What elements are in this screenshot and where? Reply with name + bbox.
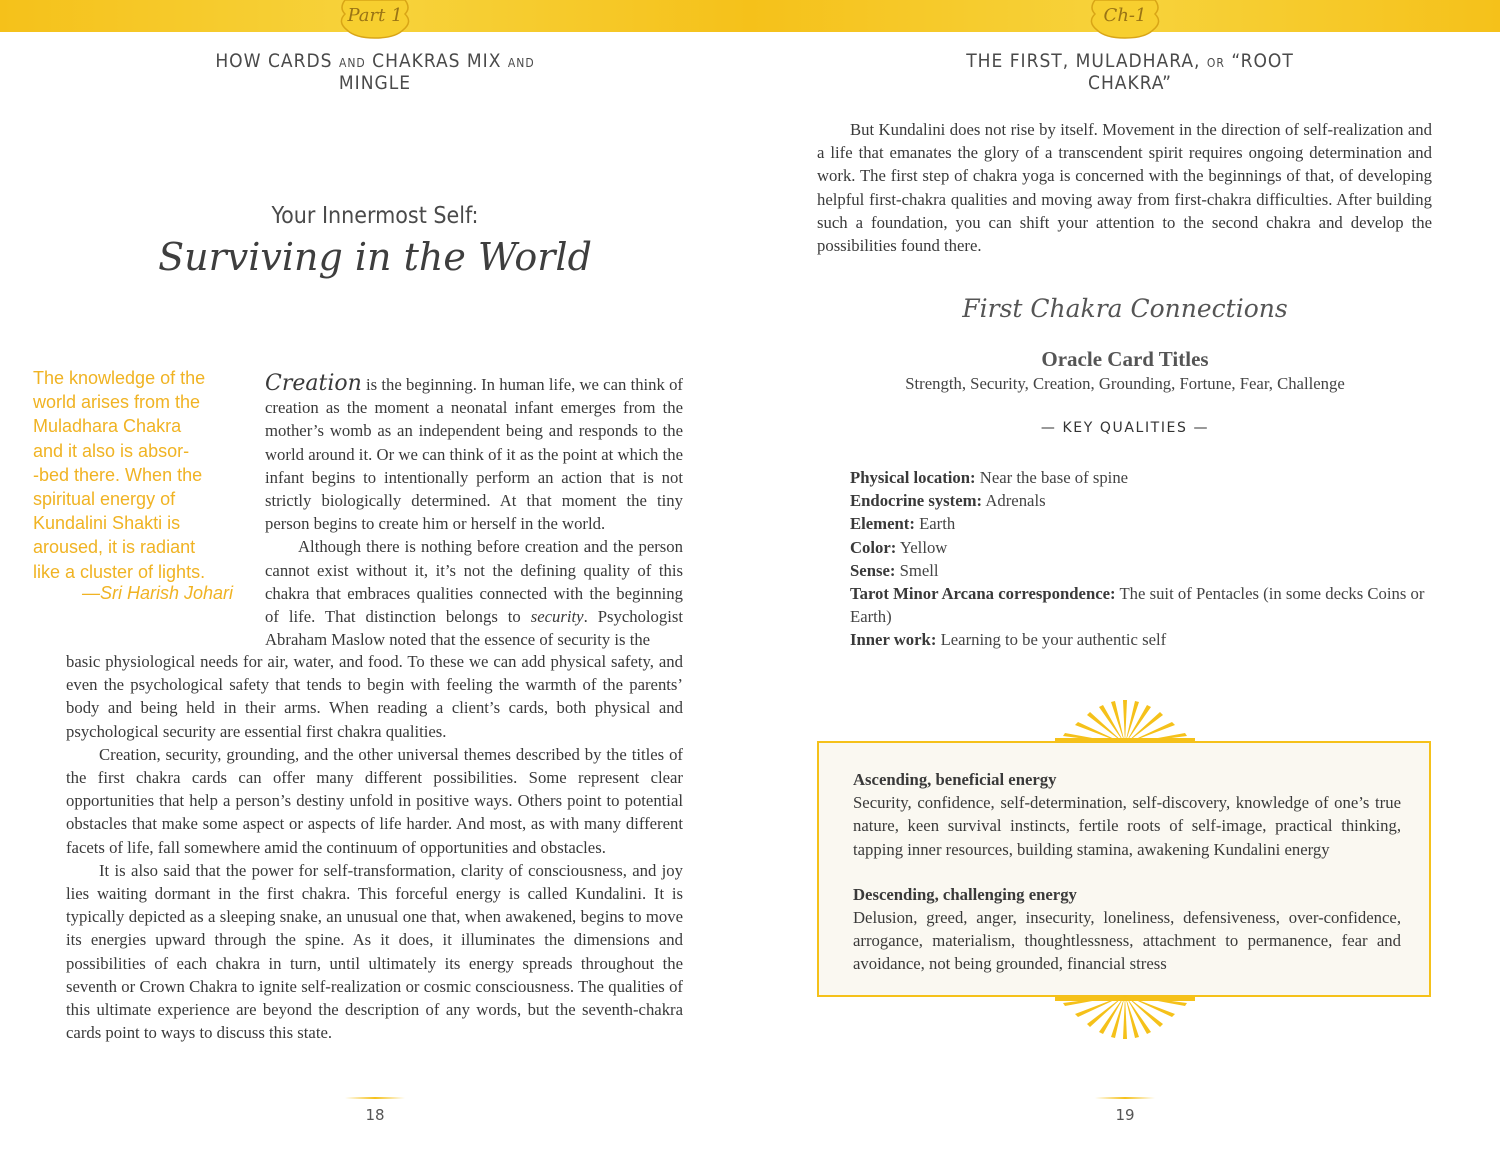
running-head-word: AND: [338, 56, 366, 70]
paragraph-text: is the beginning. In human life, we can think of creation as the moment a neonatal infant emerges from the mother’s womb as an independent being and responds to the world around it. Or we can think of it as the point at which the infant begins to intentionally perform an action that is not strictly biologically determined. At that moment the tiny person begins to create him or herself in the world.: [265, 375, 683, 534]
quality-value: Adrenals: [982, 491, 1046, 511]
quality-row: [850, 628, 1434, 651]
body-paragraph: It is also said that the power for self-transformation, clarity of consciousness, and joy lies waiting dormant in the first chakra. This forceful energy is called Kundalini. It is typically depicted as a sleeping snake, an unusual one that, when awakened, begins to move its energies upward through the spine. As it does, it illuminates the dimensions and possibilities of each chakra in turn, until ultimately its energy spreads throughout the seventh or Crown Chakra to ignite self-realization or cosmic consciousness. The qualities of this ultimate experience are beyond the description of any words, but the seventh-chakra cards point to ways to discuss this state.: [66, 860, 683, 1043]
paragraph-text: But Kundalini does not rise by itself. Movement in the direction of self-realization and a life that emanates the glory of a transcendent spirit requires ongoing determination and work. The first step of chakra yoga is concerned with the beginnings of that, of developing helpful first-chakra qualities and moving away from first-chakra difficulties. After building such a foundation, you can shift your attention to the second chakra and develop the possibilities found there.: [817, 120, 1432, 256]
energy-box: [817, 741, 1431, 997]
right-running-head: [930, 50, 1330, 94]
running-head-word: AND: [507, 56, 535, 70]
quality-row: [850, 559, 1434, 582]
quality-row: [850, 512, 1434, 535]
running-head-word: MINGLE: [338, 72, 412, 94]
quality-label: Color:: [850, 537, 897, 557]
part-tab: [337, 0, 413, 40]
quality-value: Smell: [895, 560, 939, 580]
oracle-titles: Strength, Security, Creation, Grounding, Fortune, Fear, Challenge: [905, 374, 1345, 393]
sunburst-ornament-bottom: [1053, 993, 1197, 1041]
pull-quote-line: -bed there. When the: [33, 464, 203, 485]
left-running-head: [190, 50, 560, 94]
pull-quote-line: Kundalini Shakti is: [33, 513, 181, 534]
quality-row: [850, 582, 1434, 628]
quality-value: Near the base of spine: [975, 468, 1129, 487]
folio-ornament: [345, 1097, 405, 1099]
descending-text: Delusion, greed, anger, insecurity, loneliness, defensiveness, over-confidence, arrogance, materialism, thoughtlessness, attachment to permanence, fear and avoidance, not being grounded, financial stress: [853, 908, 1401, 974]
quality-value: Yellow: [896, 537, 948, 557]
energy-content: [853, 768, 1401, 976]
paragraph-text: Although there is nothing before creation and the person cannot exist without it, it’s not the defining quality of this chakra that embraces qualities connected with the beginning of life. That distinction belongs to: [265, 537, 683, 627]
quality-value: Earth: [914, 514, 956, 534]
running-head-word: THE FIRST, MULADHARA,: [966, 50, 1201, 72]
quality-value: The suit of Pentacles (in some decks Coins or Earth): [850, 584, 1425, 627]
pull-quote-line: aroused, it is radiant: [33, 537, 196, 558]
descending-heading: Descending, challenging energy: [853, 884, 1077, 904]
quality-label: Endocrine system:: [850, 491, 983, 511]
part-tab-label: Part 1: [347, 5, 403, 26]
running-head-word: OR: [1206, 56, 1225, 70]
quality-label: Inner work:: [850, 630, 937, 650]
running-head-word: CHAKRAS MIX: [372, 50, 502, 72]
body-wide-column: [66, 650, 683, 1044]
page-number-right: 19: [1115, 1106, 1135, 1124]
ascending-text: Security, confidence, self-determination, self-discovery, knowledge of one’s true nature, keen survival instincts, fertile roots of self-image, practical thinking, tapping inner resources, building stamina, awakening Kundalini energy: [853, 793, 1401, 859]
connections-title: First Chakra Connections: [962, 294, 1288, 323]
quality-row: [850, 489, 1434, 512]
body-paragraph: [265, 535, 683, 651]
quality-row: [850, 466, 1434, 489]
body-narrow-column: [265, 372, 683, 651]
key-qualities-heading: — KEY QUALITIES —: [1040, 420, 1210, 436]
pull-quote-line: and it also is absor-: [33, 440, 190, 461]
running-head-word: “ROOT CHAKRA”: [1088, 50, 1294, 94]
pull-quote-line: Muladhara Chakra: [33, 416, 182, 437]
pull-quote-line: spiritual energy of: [33, 489, 176, 510]
sunburst-ornament-top: [1053, 698, 1197, 746]
chapter-tab-label: Ch-1: [1103, 5, 1147, 26]
body-paragraph: basic physiological needs for air, water, and food. To these we can add physical safety, and even the psychological safety that tends to begin with feeling the warmth of the parents’ body and being held in their arms. When reading a client’s cards, both physical and psychological security are essential first chakra qualities.: [66, 652, 683, 741]
quality-label: Tarot Minor Arcana correspondence:: [850, 584, 1116, 604]
body-paragraph: Creation, security, grounding, and the other universal themes described by the titles of the first chakra cards can offer many different possibilities. Some represent clear opportunities that help a person’s destiny unfold in positive ways. Others point to potential obstacles that make some aspect or aspects of life harder. And most, as with many different facets of life, fall somewhere amid the continuum of opportunities and obstacles.: [66, 744, 683, 857]
pull-quote-line: world arises from the: [33, 392, 201, 413]
chapter-tab: [1087, 0, 1163, 40]
quality-value: Learning to be your authentic self: [936, 630, 1167, 650]
ascending-heading: Ascending, beneficial energy: [853, 770, 1057, 789]
intro-paragraph: [817, 118, 1432, 257]
quality-label: Element:: [850, 514, 915, 534]
pull-quote-attribution: —Sri Harish Johari: [81, 583, 233, 603]
dropcap-word: Creation: [265, 371, 362, 396]
section-title: Surviving in the World: [158, 235, 592, 279]
quality-label: Physical location:: [850, 468, 976, 487]
page-number-left: 18: [365, 1106, 385, 1124]
body-paragraph: [265, 372, 683, 535]
oracle-heading: Oracle Card Titles: [1041, 347, 1209, 371]
paragraph-text: . Psychologist Abraham Maslow noted that the essence of security is the: [265, 607, 684, 650]
section-subtitle: Your Innermost Self:: [271, 203, 479, 229]
italic-term: security: [530, 607, 584, 627]
folio-ornament: [1095, 1097, 1155, 1099]
pull-quote-line: like a cluster of lights.: [33, 561, 206, 582]
quality-row: [850, 536, 1434, 559]
pull-quote: [33, 366, 238, 584]
quality-label: Sense:: [850, 560, 896, 580]
top-color-band: [0, 0, 1500, 32]
pull-quote-line: The knowledge of the: [33, 368, 206, 388]
qualities-list: [850, 466, 1434, 652]
running-head-word: HOW CARDS: [215, 50, 333, 72]
